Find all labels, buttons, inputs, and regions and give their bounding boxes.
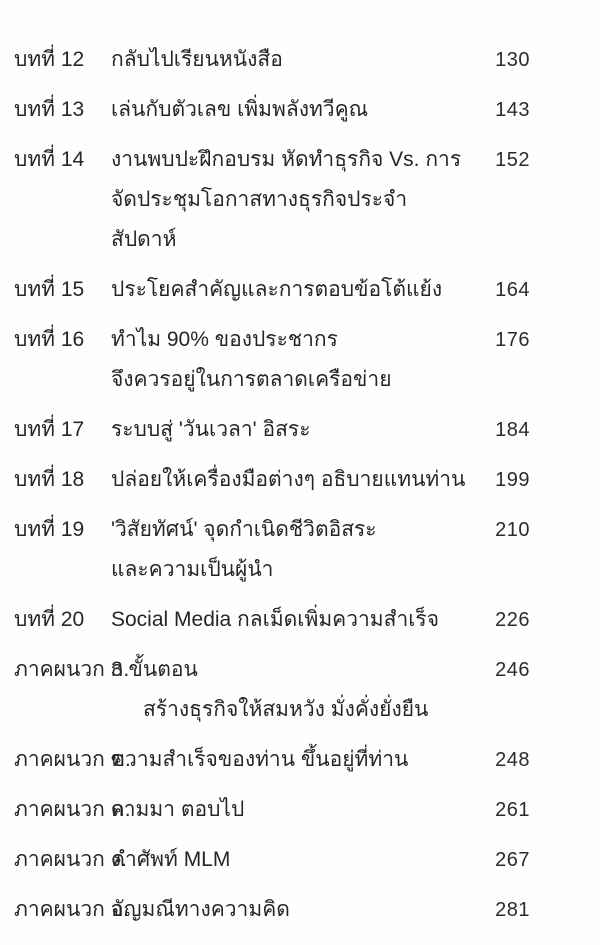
appendix-label: ภาคผนวก ง. xyxy=(14,848,127,871)
chapter-title: Social Media กลเม็ดเพิ่มความสำเร็จ xyxy=(111,608,440,631)
toc-entry xyxy=(14,90,530,130)
toc-entry xyxy=(14,270,530,310)
appendix-label: ภาคผนวก ก. xyxy=(14,658,130,681)
chapter-label: บทที่ 20 xyxy=(14,608,85,631)
chapter-label: บทที่ 19 xyxy=(14,518,85,541)
page-number: 164 xyxy=(495,279,530,301)
toc-entry xyxy=(14,890,530,930)
toc-entry xyxy=(14,510,530,590)
chapter-title-line1: ทำไม 90% ของประชากร xyxy=(111,328,338,351)
chapter-title-line1: 'วิสัยทัศน์' จุดกำเนิดชีวิตอิสระ xyxy=(111,518,377,541)
toc-entry xyxy=(14,790,530,830)
page-number: 267 xyxy=(495,849,530,871)
page-number: 246 xyxy=(495,659,530,681)
chapter-label: บทที่ 16 xyxy=(14,328,85,351)
chapter-title xyxy=(111,140,478,260)
toc-entry xyxy=(14,460,530,500)
chapter-label: บทที่ 18 xyxy=(14,468,85,491)
page-number: 261 xyxy=(495,799,530,821)
toc-entry xyxy=(14,840,530,880)
toc-entry xyxy=(14,40,530,80)
chapter-label: บทที่ 13 xyxy=(14,98,85,121)
appendix-title-line2: สร้างธุรกิจให้สมหวัง มั่งคั่งยั่งยืน xyxy=(143,698,429,721)
chapter-title-line2: จัดประชุมโอกาสทางธุรกิจประจำสัปดาห์ xyxy=(111,188,408,251)
appendix-label: ภาคผนวก จ. xyxy=(14,898,129,921)
page-number: 210 xyxy=(495,519,530,541)
page-number: 130 xyxy=(495,49,530,71)
appendix-label: ภาคผนวก ข. xyxy=(14,748,131,771)
chapter-label: บทที่ 17 xyxy=(14,418,85,441)
toc-entry xyxy=(14,140,530,260)
chapter-title-line2: และความเป็นผู้นำ xyxy=(111,558,274,581)
appendix-title: ความสำเร็จของท่าน ขึ้นอยู่ที่ท่าน xyxy=(111,748,409,771)
page-number: 248 xyxy=(495,749,530,771)
page-number: 199 xyxy=(495,469,530,491)
chapter-label: บทที่ 14 xyxy=(14,148,85,171)
chapter-title: ประโยคสำคัญและการตอบข้อโต้แย้ง xyxy=(111,278,443,301)
chapter-title xyxy=(111,320,478,400)
toc-entry xyxy=(14,650,530,730)
chapter-title-line2: จึงควรอยู่ในการตลาดเครือข่าย xyxy=(111,368,392,391)
chapter-title: ปล่อยให้เครื่องมือต่างๆ อธิบายแทนท่าน xyxy=(111,468,466,491)
appendix-title-line1: 3 ขั้นตอน xyxy=(111,658,198,681)
chapter-label: บทที่ 15 xyxy=(14,278,85,301)
page-number: 281 xyxy=(495,899,530,921)
appendix-title: อัญมณีทางความคิด xyxy=(111,898,290,921)
appendix-label: ภาคผนวก ค. xyxy=(14,798,131,821)
page-number: 152 xyxy=(495,149,530,171)
chapter-title: กลับไปเรียนหนังสือ xyxy=(111,48,283,71)
page-number: 184 xyxy=(495,419,530,441)
chapter-label: บทที่ 12 xyxy=(14,48,85,71)
page-number: 176 xyxy=(495,329,530,351)
chapter-title: เล่นกับตัวเลข เพิ่มพลังทวีคูณ xyxy=(111,98,369,121)
page-number: 143 xyxy=(495,99,530,121)
chapter-title xyxy=(111,510,478,590)
appendix-title: ถามมา ตอบไป xyxy=(111,798,245,821)
toc-entry xyxy=(14,410,530,450)
page-number: 226 xyxy=(495,609,530,631)
appendix-title: คำศัพท์ MLM xyxy=(111,848,231,871)
toc-entry xyxy=(14,740,530,780)
appendix-title xyxy=(111,650,478,730)
chapter-title-line1: งานพบปะฝึกอบรม หัดทำธุรกิจ Vs. การ xyxy=(111,148,462,171)
toc-entry xyxy=(14,320,530,400)
toc-entry xyxy=(14,600,530,640)
chapter-title: ระบบสู่ 'วันเวลา' อิสระ xyxy=(111,418,311,441)
